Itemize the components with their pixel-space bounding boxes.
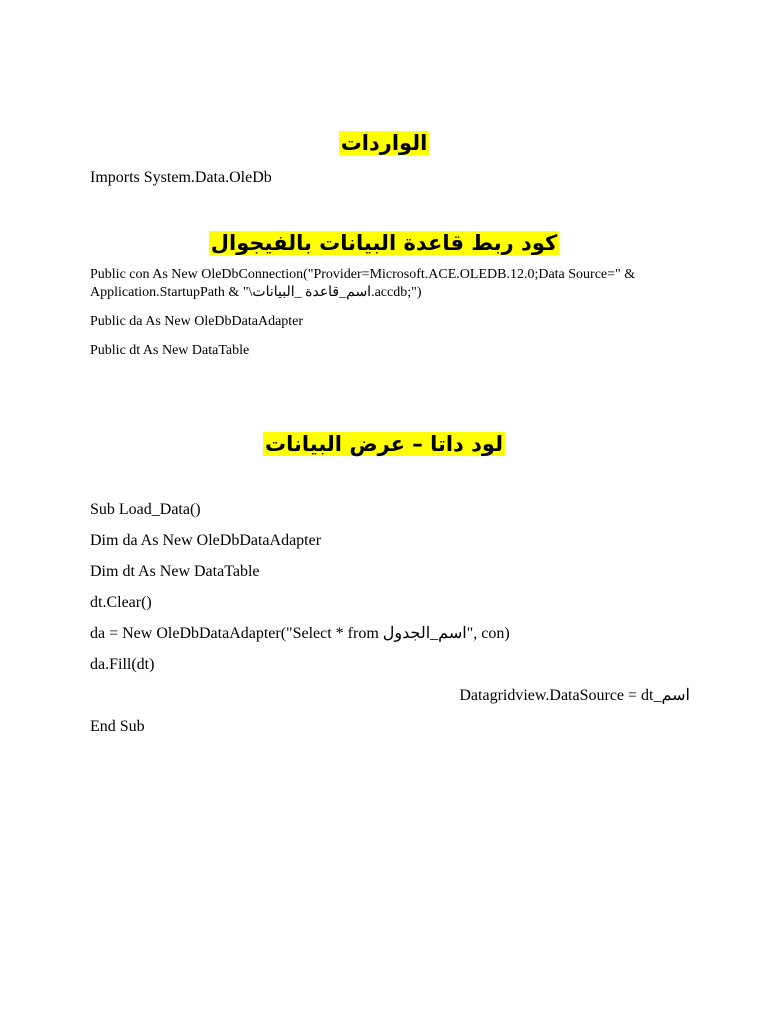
imports-line: Imports System.Data.OleDb [90,169,272,186]
datatable-declaration: Public dt As New DataTable [90,343,250,358]
dataadapter-declaration: Public da As New OleDbDataAdapter [90,314,304,329]
connection-string-line-1: Public con As New OleDbConnection("Provider=Microsoft.ACE.OLEDB.12.0;Data Source=" & [90,267,636,282]
connection-string-line-2: Application.StartupPath & "\اسم_قاعدة _البيانات.accdb;") [90,285,422,300]
code-line: اسم_Datagridview.DataSource = dt [459,687,690,704]
load-data-heading-text: لود داتا – عرض البيانات [265,432,503,456]
code-line: Dim dt As New DataTable [90,563,260,580]
code-line: dt.Clear() [90,594,152,611]
code-line: da.Fill(dt) [90,656,155,673]
load-data-heading [0,430,768,458]
code-line: da = New OleDbDataAdapter("Select * from اسم_الجدول", con) [90,625,510,642]
imports-heading [0,129,768,157]
connection-heading-text: كود ربط قاعدة البيانات بالفيجوال [210,231,558,255]
code-line: Dim da As New OleDbDataAdapter [90,532,322,549]
code-line: End Sub [90,718,145,735]
code-line: Sub Load_Data() [90,501,201,518]
connection-heading [0,229,768,257]
imports-heading-text: الواردات [340,131,428,155]
